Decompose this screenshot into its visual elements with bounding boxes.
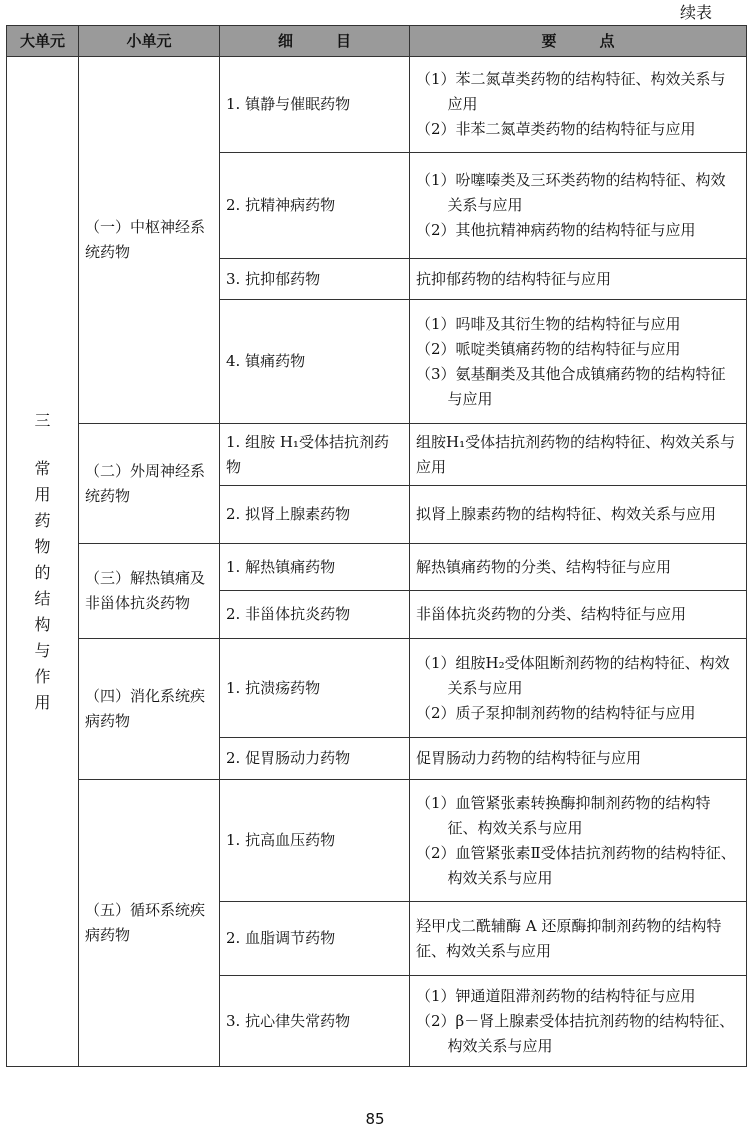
points-cell [410,57,747,153]
points-cell [410,300,747,424]
points-cell [410,544,747,591]
point-item: （1）苯二氮䓬类药物的结构特征、构效关系与应用 [416,70,726,113]
point-item: （2）质子泵抑制剂药物的结构特征与应用 [416,703,696,722]
table-row [7,424,747,486]
detail-cell: 3. 抗抑郁药物 [220,259,410,300]
points-cell [410,976,747,1067]
sub-unit-cell: （一）中枢神经系统药物 [79,57,220,424]
sub-unit-cell: （三）解热镇痛及非甾体抗炎药物 [79,544,220,639]
point-item: （2）血管紧张素Ⅱ受体拮抗剂药物的结构特征、构效关系与应用 [416,843,736,887]
header-row [7,26,747,57]
detail-cell: 1. 解热镇痛药物 [220,544,410,591]
big-unit-cell [7,57,79,1067]
point-item: （1）血管紧张素转换酶抑制剂药物的结构特征、构效关系与应用 [416,793,711,837]
detail-cell: 2. 促胃肠动力药物 [220,738,410,780]
point-item: （2）其他抗精神病药物的结构特征与应用 [416,221,696,239]
point-item: （2）哌啶类镇痛药物的结构特征与应用 [416,339,681,358]
detail-cell: 2. 抗精神病药物 [220,153,410,259]
points-cell [410,424,747,486]
table-row [7,780,747,902]
syllabus-table [6,25,747,1067]
point-item: 羟甲戊二酰辅酶 A 还原酶抑制剂药物的结构特征、构效关系与应用 [416,916,722,960]
table-row [7,639,747,738]
detail-cell: 2. 拟肾上腺素药物 [220,486,410,544]
sub-unit-cell: （四）消化系统疾病药物 [79,639,220,780]
point-item: （1）吗啡及其衍生物的结构特征与应用 [416,314,681,333]
table-body [7,57,747,1067]
continued-label: 续表 [679,3,712,22]
detail-cell: 2. 非甾体抗炎药物 [220,591,410,639]
detail-cell: 1. 抗溃疡药物 [220,639,410,738]
detail-cell: 1. 组胺 H₁受体拮抗剂药物 [220,424,410,486]
point-item: （1）组胺H₂受体阻断剂药物的结构特征、构效关系与应用 [416,653,730,697]
header-sub-unit: 小单元 [79,26,220,57]
points-cell [410,780,747,902]
point-item: （2）β－肾上腺素受体拮抗剂药物的结构特征、构效关系与应用 [416,1011,735,1055]
detail-cell: 3. 抗心律失常药物 [220,976,410,1067]
big-unit-number: 三 [34,410,51,430]
point-item: （1）钾通道阻滞剂药物的结构特征与应用 [416,986,696,1005]
points-cell [410,153,747,259]
point-item: 解热镇痛药物的分类、结构特征与应用 [416,557,672,576]
point-item: 非甾体抗炎药物的分类、结构特征与应用 [416,605,687,623]
points-cell [410,639,747,738]
point-item: 促胃肠动力药物的结构特征与应用 [416,749,642,767]
points-cell [410,486,747,544]
detail-cell: 1. 抗高血压药物 [220,780,410,902]
point-item: （1）吩噻嗪类及三环类药物的结构特征、构效关系与应用 [416,171,726,214]
point-item: 抗抑郁药物的结构特征与应用 [416,269,612,288]
points-cell [410,738,747,780]
big-unit-name: 常用药物的结构与作用 [34,458,51,712]
header-big-unit: 大单元 [7,26,79,57]
points-cell [410,259,747,300]
point-item: 拟肾上腺素药物的结构特征、构效关系与应用 [416,505,717,523]
point-item: （2）非苯二氮䓬类药物的结构特征与应用 [416,120,696,138]
sub-unit-cell: （二）外周神经系统药物 [79,424,220,544]
sub-unit-cell: （五）循环系统疾病药物 [79,780,220,1067]
header-points: 要 点 [410,26,747,57]
point-item: 组胺H₁受体拮抗剂药物的结构特征、构效关系与应用 [416,432,736,476]
detail-cell: 2. 血脂调节药物 [220,902,410,976]
points-cell [410,902,747,976]
detail-cell: 4. 镇痛药物 [220,300,410,424]
page-number: 85 [365,1110,385,1128]
table-row [7,544,747,591]
point-item: （3）氨基酮类及其他合成镇痛药物的结构特征与应用 [416,364,726,408]
header-detail: 细 目 [220,26,410,57]
points-cell [410,591,747,639]
table-row [7,57,747,153]
detail-cell: 1. 镇静与催眠药物 [220,57,410,153]
